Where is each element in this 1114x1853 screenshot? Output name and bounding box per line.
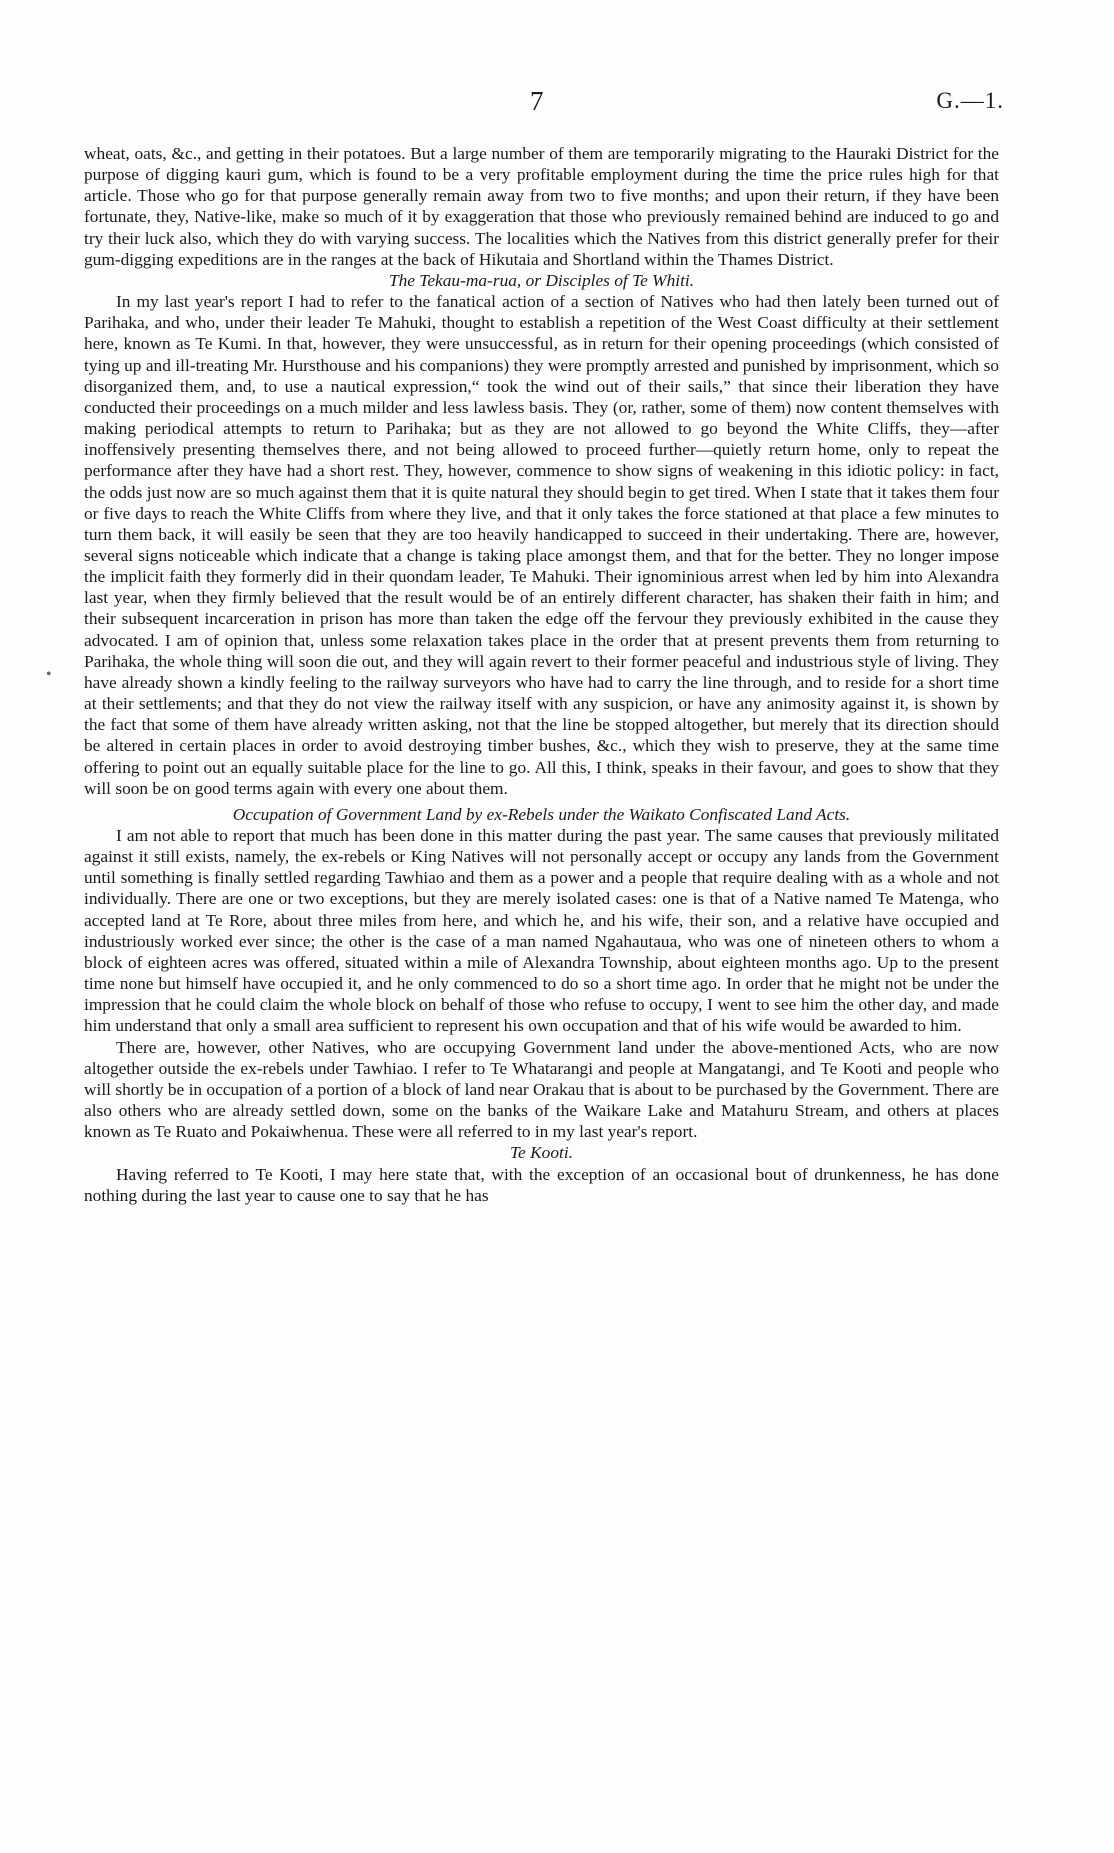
document-body <box>84 143 999 1206</box>
paragraph-te-kooti: Having referred to Te Kooti, I may here state that, with the exception of an occasional bout of drunkenness, he has done nothing during the last year to cause one to say that he has <box>84 1164 999 1205</box>
paragraph-tekau-ma-rua: In my last year's report I had to refer to the fanatical action of a section of Natives who had then lately been turned out of Parihaka, and who, under their leader Te Mahuki, thought to establish a repetition of the West Coast difficulty at their settlement here, known as Te Kumi. In that, however, they were unsuccessful, as in return for their opening proceedings (which consisted of tying up and ill-treating Mr. Hursthouse and his companions) they were promptly arrested and punished by imprisonment, which so disorganized them, and, to use a nautical expression,“ took the wind out of their sails,” that since their liberation they have conducted their proceedings on a much milder and less lawless basis. They (or, rather, some of them) now content themselves with making periodical attempts to return to Parihaka; but as they are not allowed to go beyond the White Cliffs, they—after inoffensively presenting themselves there, and not being allowed to proceed further—quietly return home, only to repeat the performance after they have had a short rest. They, however, commence to show signs of weakening in this idiotic policy: in fact, the odds just now are so much against them that it is quite natural they should begin to get tired. When I state that it takes them four or five days to reach the White Cliffs from where they live, and that it only takes the force stationed at that place a few minutes to turn them back, it will easily be seen that they are too heavily handicapped to succeed in their undertaking. There are, however, several signs noticeable which indicate that a change is taking place amongst them, and that for the better. They no longer impose the implicit faith they formerly did in their quondam leader, Te Mahuki. Their ignominious arrest when led by him into Alexandra last year, when they firmly believed that the result would be of an entirely different character, has shaken their faith in him; and their subsequent incarceration in prison has more than taken the edge off the fervour they previously exhibited in the cause they advocated. I am of opinion that, unless some relaxation takes place in the order that at present prevents them from returning to Parihaka, the whole thing will soon die out, and they will again revert to their former peaceful and industrious style of living. They have already shown a kindly feeling to the railway surveyors who have had to carry the line through, and to reside for a short time at their settlements; and that they do not view the railway itself with any suspicion, or have any animosity against it, is shown by the fact that some of them have already written asking, not that the line be stopped altogether, but merely that its direction should be altered in certain places in order to avoid destroying timber bushes, &c., which they wish to preserve, they at the same time offering to point out an equally suitable place for the line to go. All this, I think, speaks in their favour, and goes to show that they will soon be on good terms again with every one about them. <box>84 292 999 798</box>
paragraph-other-natives: There are, however, other Natives, who are occupying Government land under the above-mentioned Acts, who are now altogether outside the ex-rebels under Tawhiao. I refer to Te Whatarangi and people at Mangatangi, and Te Kooti and people who will shortly be in occupation of a portion of a block of land near Orakau that is about to be purchased by the Government. There are also others who are already settled down, some on the banks of the Waikare Lake and Matahuru Stream, and others at places known as Te Ruato and Pokaiwhenua. These were all referred to in my last year's report. <box>84 1037 999 1142</box>
margin-dot: • <box>46 666 52 683</box>
heading-occupation-government-land: Occupation of Government Land by ex-Rebels under the Waikato Confiscated Land Acts. <box>232 804 851 824</box>
heading-tekau-ma-rua: The Tekau-ma-rua, or Disciples of Te Whiti. <box>388 270 695 290</box>
page-number: 7 <box>530 86 544 116</box>
page-header <box>0 86 1114 122</box>
paragraph-gum-digging: wheat, oats, &c., and getting in their potatoes. But a large number of them are temporarily migrating to the Hauraki District for the purpose of digging kauri gum, which is found to be a very profitable employment during the time the price rules high for that article. Those who go for that purpose generally remain away from two to five months; and upon their return, if they have been fortunate, they, Native-like, make so much of it by exaggeration that those who previously remained behind are induced to go and try their luck also, which they do with varying success. The localities which the Natives from this district generally prefer for their gum-digging expeditions are in the ranges at the back of Hikutaia and Shortland within the Thames District. <box>84 144 999 269</box>
series-reference: G.—1. <box>936 88 1004 113</box>
paragraph-occupation: I am not able to report that much has been done in this matter during the past year. The same causes that previously militated against it still exists, namely, the ex-rebels or King Natives will not personally accept or occupy any lands from the Government until something is finally settled regarding Tawhiao and them as a power and a people that require dealing with as a whole and not individually. There are one or two exceptions, but they are merely isolated cases: one is that of a Native named Te Matenga, who accepted land at Te Rore, about three miles from here, and which he, and his wife, their son, and a relative have occupied and industriously worked ever since; the other is the case of a man named Ngahautaua, who was one of nineteen others to whom a block of eighteen acres was offered, situated within a mile of Alexandra Township, about eighteen months ago. Up to the present time none but himself have occupied it, and he only commenced to do so a short time ago. In order that he might not be under the impression that he could claim the whole block on behalf of those who refuse to occupy, I went to see him the other day, and made him understand that only a small area sufficient to represent his own occupation and that of his wife would be awarded to him. <box>84 826 999 1036</box>
heading-te-kooti: Te Kooti. <box>510 1143 573 1163</box>
